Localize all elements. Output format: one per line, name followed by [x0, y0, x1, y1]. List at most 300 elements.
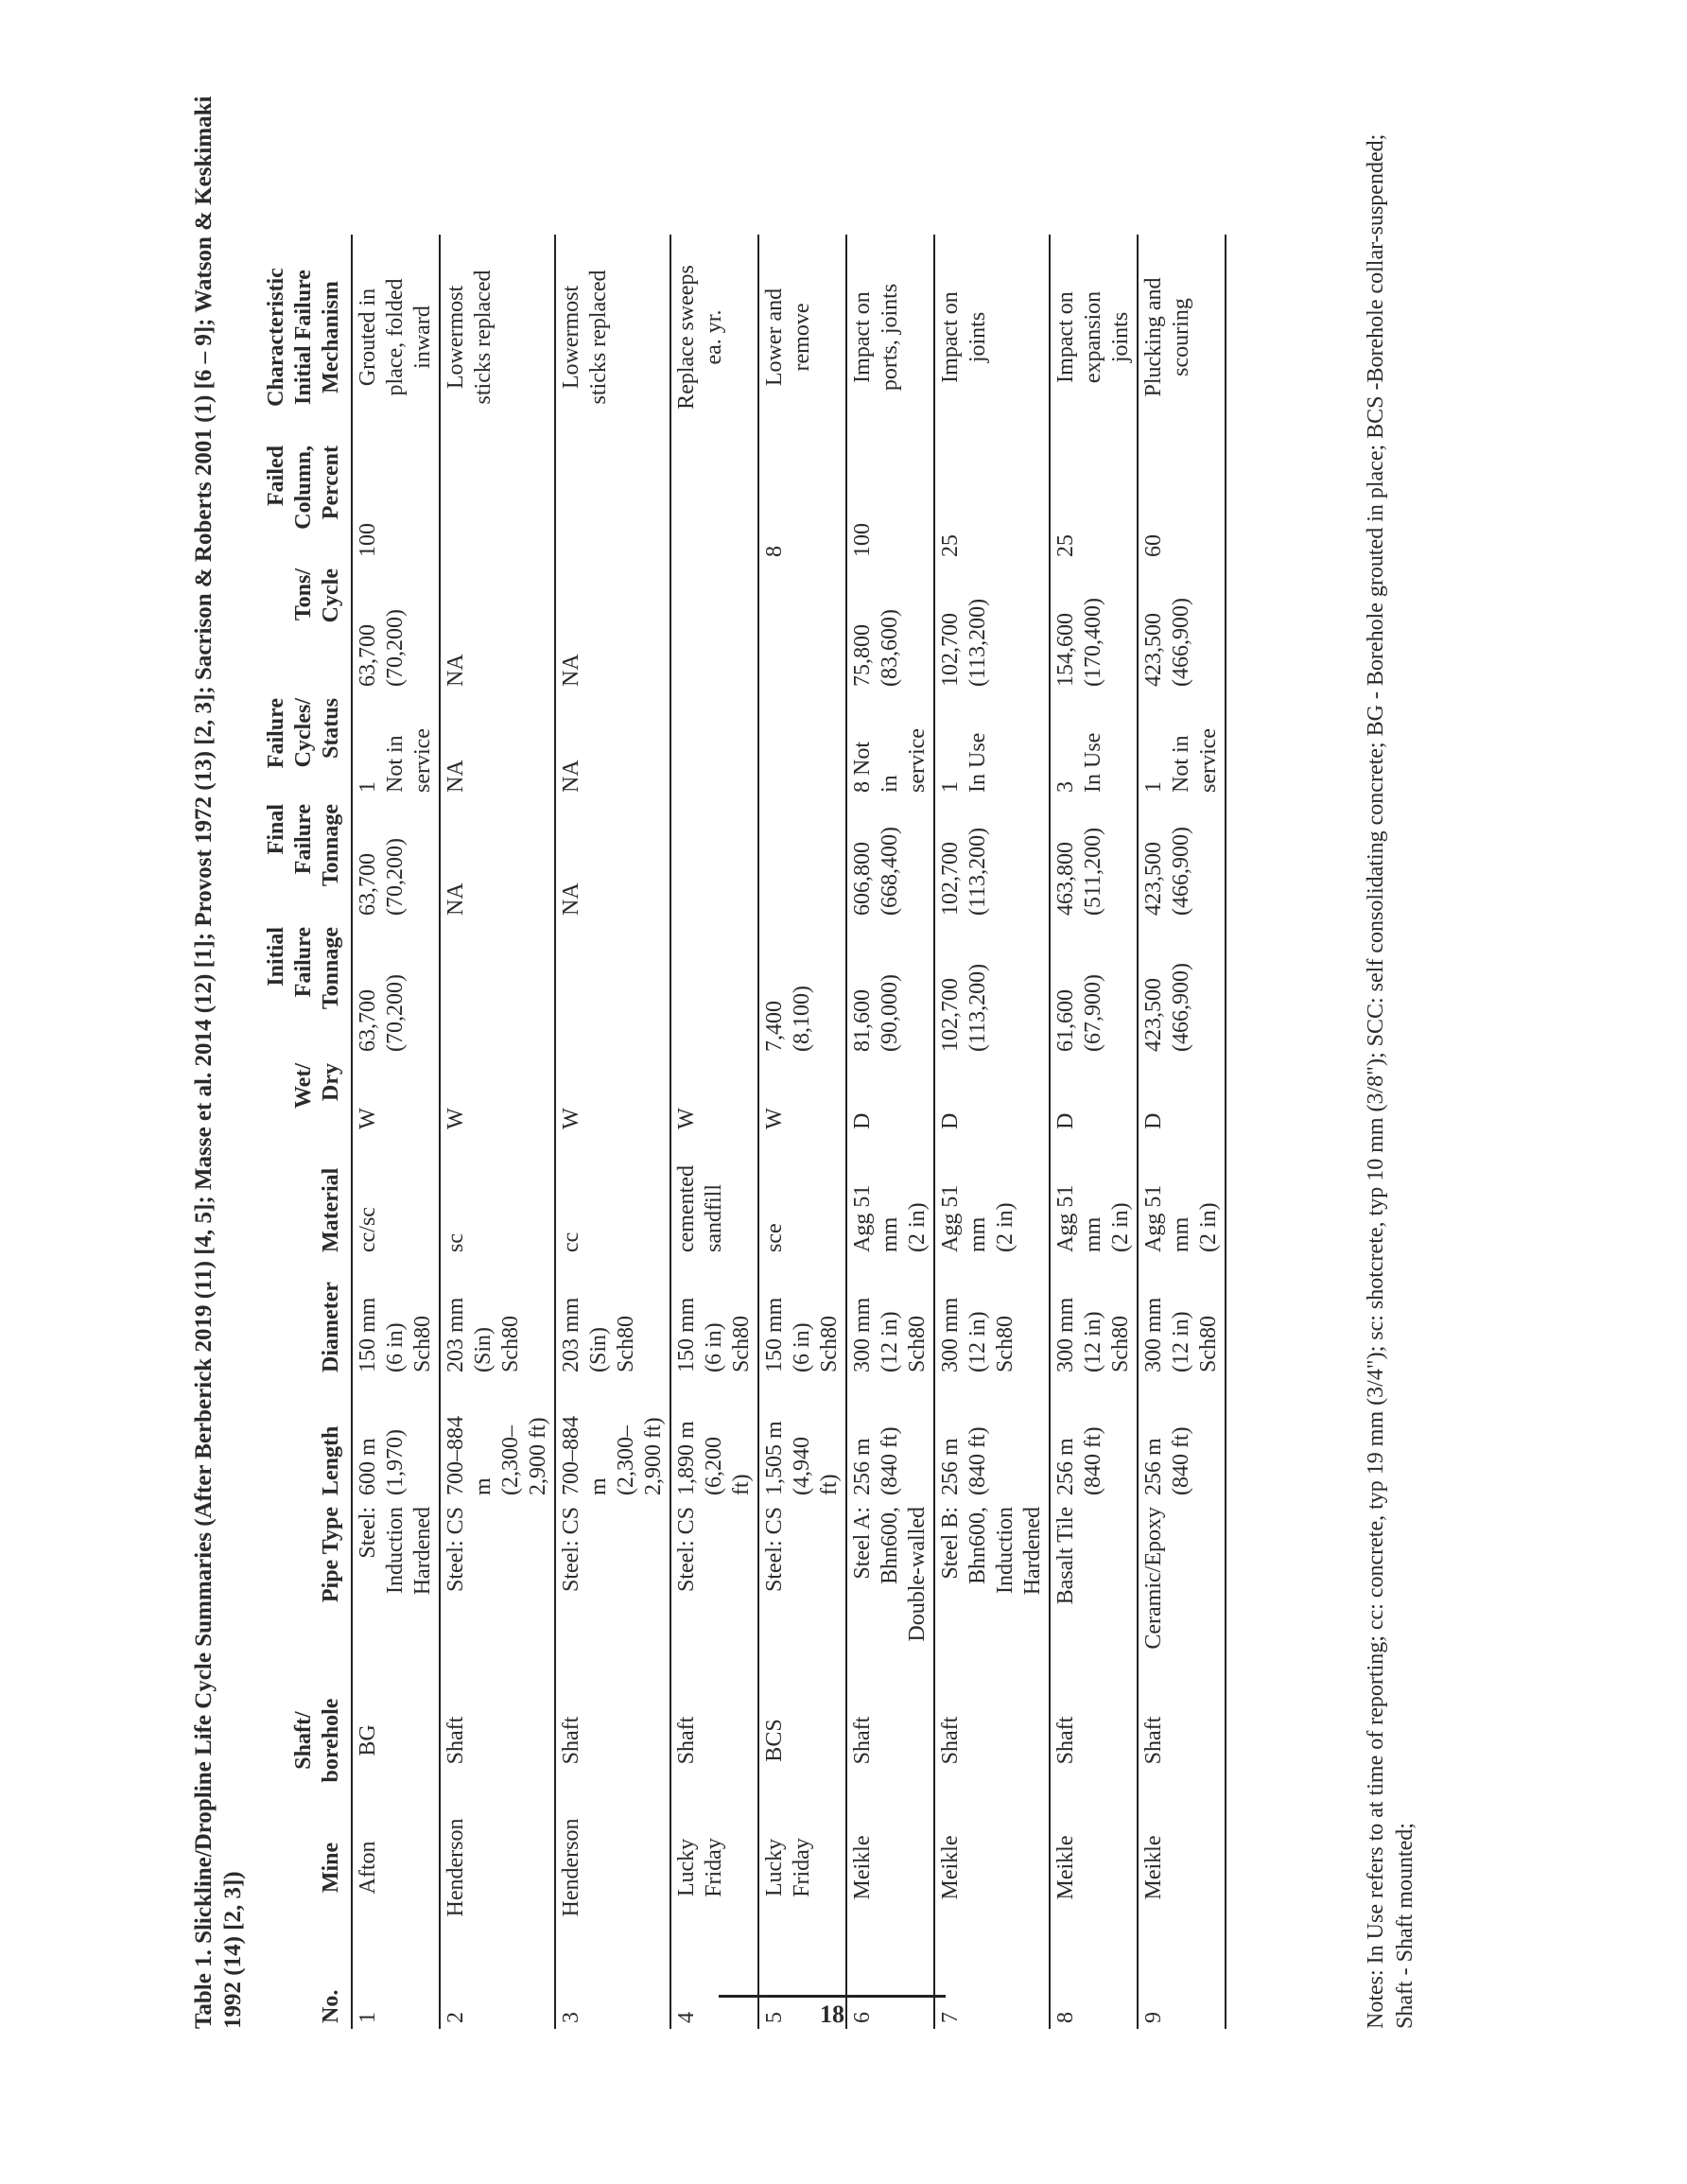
column-header — [261, 1135, 352, 1258]
cell-text: 8 — [1053, 2012, 1078, 2023]
cell-text: Friday — [702, 1838, 726, 1897]
table-header-row — [261, 235, 352, 2029]
column-header — [261, 1501, 352, 1678]
cell-text: (8,100) — [790, 986, 814, 1052]
cell-text: 8 Not — [850, 742, 875, 793]
table-cell-length — [670, 1378, 758, 1501]
column-header-text: Tonnage — [319, 927, 343, 1010]
cell-text: mm — [1169, 1216, 1193, 1252]
cell-text: 423,500 — [1141, 842, 1166, 916]
cell-text: 63,700 — [356, 989, 380, 1052]
table-cell-mechanism — [1050, 235, 1138, 440]
cell-text: (668,400) — [878, 827, 902, 916]
column-header-text: Failure — [291, 804, 316, 875]
table-cell-shaft — [758, 1678, 846, 1803]
cell-text: Double-walled — [905, 1507, 930, 1642]
column-header — [261, 1803, 352, 1932]
cell-text: Shaft — [1141, 1716, 1166, 1765]
table-cell-initial — [1138, 921, 1226, 1057]
table-cell-tons — [352, 563, 440, 692]
column-header-text: Column, — [291, 446, 316, 530]
cell-text: Lowermost — [559, 285, 583, 390]
cell-text: Impact on — [938, 291, 963, 383]
table-row — [1138, 235, 1226, 2029]
cell-text: BCS — [762, 1719, 787, 1762]
column-header — [261, 235, 352, 440]
cell-text: m — [471, 1477, 496, 1495]
cell-text: (2 in) — [993, 1202, 1017, 1252]
cell-text: Shaft — [850, 1716, 875, 1765]
cell-text: 63,700 — [356, 853, 380, 916]
cell-text: Sch80 — [1108, 1316, 1133, 1372]
cell-text: In Use — [1081, 732, 1105, 793]
cell-text: 2 — [443, 2012, 468, 2023]
cell-text: 256 m — [1053, 1438, 1078, 1495]
column-header-text: Mechanism — [319, 281, 343, 393]
cell-text: (70,200) — [383, 609, 408, 687]
cell-text: Bhn600, — [965, 1507, 990, 1585]
table-cell-cycles — [440, 692, 555, 798]
column-header-text: Tonnage — [319, 804, 343, 887]
cell-text: 150 mm — [356, 1297, 380, 1372]
table-cell-failed — [352, 440, 440, 563]
table-cell-cycles — [758, 692, 846, 798]
cell-text: 9 — [1141, 2012, 1166, 2023]
cell-text: Plucking and — [1141, 277, 1166, 397]
column-header-text: Cycles/ — [291, 698, 316, 768]
table-cell-no — [555, 1932, 670, 2029]
cell-text: Lowermost — [443, 285, 468, 390]
table-cell-material — [352, 1135, 440, 1258]
cell-text: 300 mm — [1053, 1297, 1078, 1372]
cell-text: cemented — [674, 1165, 699, 1252]
cell-text: scouring — [1169, 298, 1193, 376]
cell-text: 203 mm — [443, 1297, 468, 1372]
cell-text: Induction — [993, 1507, 1017, 1594]
table-cell-initial — [846, 921, 934, 1057]
table-cell-initial — [758, 921, 846, 1057]
cell-text: NA — [559, 760, 583, 793]
table-cell-initial — [352, 921, 440, 1057]
cell-text: ea. yr. — [702, 309, 726, 365]
table-row — [934, 235, 1050, 2029]
cell-text: Sch80 — [817, 1316, 842, 1372]
cell-text: Shaft — [559, 1716, 583, 1765]
cell-text: 600 m — [356, 1438, 380, 1495]
cell-text: (Sin) — [586, 1327, 611, 1372]
table-cell-shaft — [352, 1678, 440, 1803]
column-header-text: Failure — [264, 698, 288, 769]
cell-text: cc — [559, 1232, 583, 1252]
cell-text: m — [586, 1477, 611, 1495]
table-cell-final — [1138, 798, 1226, 921]
table-cell-material — [440, 1135, 555, 1258]
cell-text: (70,200) — [383, 974, 408, 1052]
cell-text: 463,800 — [1053, 842, 1078, 916]
column-header-text: Dry — [319, 1063, 343, 1101]
table-cell-length — [555, 1378, 670, 1501]
table-cell-wet — [934, 1057, 1050, 1135]
column-header — [261, 1057, 352, 1135]
table-cell-material — [846, 1135, 934, 1258]
cell-text: NA — [443, 882, 468, 916]
table-cell-failed — [1050, 440, 1138, 563]
cell-text: 1 — [356, 781, 380, 793]
cell-text: 3 — [1053, 781, 1078, 793]
table-cell-no — [846, 1932, 934, 2029]
table-cell-final — [555, 798, 670, 921]
cell-text: D — [1053, 1112, 1078, 1129]
cell-text: (12 in) — [878, 1311, 902, 1372]
column-header-text: Status — [319, 698, 343, 760]
table-cell-mechanism — [555, 235, 670, 440]
cell-text: ft) — [729, 1474, 754, 1495]
table-cell-shaft — [440, 1678, 555, 1803]
cell-text: D — [938, 1112, 963, 1129]
cell-text: 203 mm — [559, 1297, 583, 1372]
column-header — [261, 1258, 352, 1378]
column-header — [261, 921, 352, 1057]
cell-text: 1 — [1141, 781, 1166, 793]
table-cell-no — [1138, 1932, 1226, 2029]
table-cell-shaft — [934, 1678, 1050, 1803]
cell-text: 100 — [356, 523, 380, 557]
table-row — [846, 235, 934, 2029]
cell-text: 256 m — [850, 1438, 875, 1495]
table-cell-failed — [846, 440, 934, 563]
table-cell-pipe — [555, 1501, 670, 1678]
table-cell-diameter — [1138, 1258, 1226, 1378]
rotated-table-block — [189, 52, 1513, 2029]
table-cell-pipe — [440, 1501, 555, 1678]
table-cell-length — [1138, 1378, 1226, 1501]
cell-text: 25 — [1053, 534, 1078, 557]
table-cell-diameter — [440, 1258, 555, 1378]
cell-text: W — [356, 1108, 380, 1129]
cell-text: (2 in) — [905, 1202, 930, 1252]
column-header-text: Wet/ — [291, 1063, 316, 1109]
table-body — [352, 235, 1226, 2029]
table-cell-diameter — [758, 1258, 846, 1378]
cell-text: (6,200 — [702, 1437, 726, 1495]
table-cell-wet — [1050, 1057, 1138, 1135]
table-cell-failed — [934, 440, 1050, 563]
cell-text: NA — [559, 654, 583, 687]
table-cell-failed — [440, 440, 555, 563]
cell-text: place, folded — [383, 278, 408, 396]
cell-text: service — [905, 728, 930, 793]
cell-text: (90,000) — [878, 974, 902, 1052]
table-cell-wet — [670, 1057, 758, 1135]
column-header-text: Pipe Type — [319, 1507, 343, 1603]
cell-text: 25 — [938, 534, 963, 557]
table-cell-cycles — [555, 692, 670, 798]
cell-text: Meikle — [1053, 1835, 1078, 1900]
cell-text: W — [559, 1108, 583, 1129]
table-cell-tons — [846, 563, 934, 692]
cell-text: (12 in) — [1169, 1311, 1193, 1372]
cell-text: (Sin) — [471, 1327, 496, 1372]
cell-text: Steel: CS — [443, 1507, 468, 1593]
cell-text: 7 — [938, 2012, 963, 2023]
table-cell-diameter — [670, 1258, 758, 1378]
table-cell-pipe — [1138, 1501, 1226, 1678]
table-cell-tons — [670, 563, 758, 692]
cell-text: (840 ft) — [965, 1426, 990, 1495]
table-cell-material — [934, 1135, 1050, 1258]
life-cycle-table — [261, 235, 1226, 2029]
column-header-text: Cycle — [319, 568, 343, 623]
cell-text: 700–884 — [559, 1416, 583, 1495]
table-row — [670, 235, 758, 2029]
table-cell-shaft — [555, 1678, 670, 1803]
cell-text: (12 in) — [965, 1311, 990, 1372]
cell-text: Not in — [383, 735, 408, 793]
table-cell-no — [758, 1932, 846, 2029]
cell-text: Meikle — [1141, 1835, 1166, 1900]
cell-text: NA — [443, 654, 468, 687]
cell-text: (2,300– — [614, 1425, 638, 1495]
table-cell-tons — [1138, 563, 1226, 692]
table-cell-mine — [440, 1803, 555, 1932]
cell-text: In Use — [965, 732, 990, 793]
table-cell-cycles — [934, 692, 1050, 798]
cell-text: Henderson — [443, 1818, 468, 1917]
cell-text: Agg 51 — [850, 1184, 875, 1252]
cell-text: mm — [878, 1216, 902, 1252]
page-number: 18 — [820, 2001, 844, 2028]
table-cell-mechanism — [1138, 235, 1226, 440]
table-cell-tons — [440, 563, 555, 692]
table-cell-tons — [934, 563, 1050, 692]
cell-text: (113,200) — [965, 827, 990, 916]
cell-text: Shaft — [443, 1716, 468, 1765]
cell-text: 102,700 — [938, 613, 963, 687]
table-cell-diameter — [846, 1258, 934, 1378]
table-cell-pipe — [670, 1501, 758, 1678]
table-cell-final — [758, 798, 846, 921]
table-cell-diameter — [934, 1258, 1050, 1378]
column-header-text: Mine — [319, 1842, 343, 1894]
cell-text: (840 ft) — [1169, 1426, 1193, 1495]
table-row — [758, 235, 846, 2029]
cell-text: 4 — [674, 2012, 699, 2023]
cell-text: 1 — [356, 2012, 380, 2023]
table-caption: Table 1. Slickline/Dropline Life Cycle Summaries (After Berberick 2019 (11) [4, 5]; Masse et al. 2014 (12) [1]; Provost 1972 (13) [2, 3]; Sacrison & Roberts 2001 (1) [6 – 9]; Watson & Keskimaki 1992 (14) [2, 3]) — [191, 96, 246, 2029]
cell-text: Afton — [356, 1841, 380, 1895]
cell-text: D — [850, 1112, 875, 1129]
cell-text: 61,600 — [1053, 989, 1078, 1052]
table-cell-final — [1050, 798, 1138, 921]
cell-text: Meikle — [938, 1835, 963, 1900]
cell-text: Sch80 — [614, 1316, 638, 1372]
table-cell-cycles — [670, 692, 758, 798]
table-cell-wet — [758, 1057, 846, 1135]
cell-text: expansion — [1081, 290, 1105, 384]
cell-text: service — [1196, 728, 1221, 793]
cell-text: (12 in) — [1081, 1311, 1105, 1372]
column-header — [261, 440, 352, 563]
table-row — [352, 235, 440, 2029]
table-cell-mechanism — [352, 235, 440, 440]
cell-text: 150 mm — [762, 1297, 787, 1372]
cell-text: Grouted in — [356, 288, 380, 387]
cell-text: Basalt Tile — [1053, 1507, 1078, 1605]
column-header-text: borehole — [319, 1698, 343, 1783]
table-cell-mine — [846, 1803, 934, 1932]
table-cell-no — [352, 1932, 440, 2029]
cell-text: Sch80 — [993, 1316, 1017, 1372]
table-cell-cycles — [1050, 692, 1138, 798]
table-row — [440, 235, 555, 2029]
column-header — [261, 563, 352, 692]
cell-text: (113,200) — [965, 598, 990, 687]
cell-text: Impact on — [850, 291, 875, 383]
cell-text: 102,700 — [938, 842, 963, 916]
column-header-text: Initial Failure — [291, 270, 316, 405]
table-cell-pipe — [846, 1501, 934, 1678]
table-cell-mine — [1138, 1803, 1226, 1932]
table-cell-initial — [1050, 921, 1138, 1057]
table-cell-length — [934, 1378, 1050, 1501]
cell-text: 2,900 ft) — [526, 1417, 550, 1495]
column-header-text: Final — [264, 804, 288, 855]
cell-text: Lucky — [674, 1838, 699, 1897]
cell-text: 60 — [1141, 534, 1166, 557]
cell-text: Agg 51 — [1141, 1184, 1166, 1252]
table-cell-no — [440, 1932, 555, 2029]
cell-text: Ceramic/Epoxy — [1141, 1507, 1166, 1650]
cell-text: Steel: CS — [762, 1507, 787, 1593]
table-cell-length — [846, 1378, 934, 1501]
cell-text: (2,300– — [498, 1425, 523, 1495]
column-header-text: Failure — [291, 927, 316, 998]
column-header-text: Tons/ — [291, 568, 316, 621]
cell-text: (1,970) — [383, 1429, 408, 1495]
table-cell-mine — [670, 1803, 758, 1932]
cell-text: joints — [965, 311, 990, 363]
cell-text: (170,400) — [1081, 598, 1105, 687]
cell-text: Agg 51 — [1053, 1184, 1078, 1252]
cell-text: 2,900 ft) — [641, 1417, 666, 1495]
table-cell-wet — [352, 1057, 440, 1135]
table-cell-cycles — [1138, 692, 1226, 798]
cell-text: (2 in) — [1108, 1202, 1133, 1252]
table-cell-initial — [555, 921, 670, 1057]
table-cell-material — [555, 1135, 670, 1258]
table-cell-mine — [555, 1803, 670, 1932]
table-notes: Notes: In Use refers to at time of reporting; cc: concrete, typ 19 mm (3/4"); sc: shotcrete, typ 10 mm (3/8"); SCC: self consolidating concrete; BG - Borehole grouted in place; BCS -Borehole collar-suspended; Shaft - Shaft mounted; — [1364, 133, 1417, 2029]
cell-text: Steel: — [356, 1507, 380, 1559]
column-header — [261, 692, 352, 798]
table-cell-shaft — [1050, 1678, 1138, 1803]
cell-text: 8 — [762, 546, 787, 557]
cell-text: 75,800 — [850, 624, 875, 687]
cell-text: sce — [762, 1223, 787, 1252]
table-cell-tons — [1050, 563, 1138, 692]
table-cell-material — [758, 1135, 846, 1258]
table-cell-length — [440, 1378, 555, 1501]
table-cell-wet — [846, 1057, 934, 1135]
cell-text: Steel A: — [850, 1507, 875, 1580]
table-cell-pipe — [1050, 1501, 1138, 1678]
cell-text: Not in — [1169, 735, 1193, 793]
column-header — [261, 1678, 352, 1803]
cell-text: (6 in) — [383, 1322, 408, 1372]
cell-text: Henderson — [559, 1818, 583, 1917]
table-cell-mine — [352, 1803, 440, 1932]
cell-text: 1,890 m — [674, 1421, 699, 1495]
cell-text: 150 mm — [674, 1297, 699, 1372]
column-header-text: Diameter — [319, 1282, 343, 1372]
cell-text: Steel: CS — [674, 1507, 699, 1593]
cell-text: Sch80 — [410, 1316, 435, 1372]
cell-text: 423,500 — [1141, 978, 1166, 1052]
table-cell-final — [352, 798, 440, 921]
cell-text: (466,900) — [1169, 827, 1193, 916]
cell-text: mm — [965, 1216, 990, 1252]
cell-text: 81,600 — [850, 989, 875, 1052]
cell-text: Shaft — [938, 1716, 963, 1765]
table-cell-no — [670, 1932, 758, 2029]
cell-text: W — [674, 1108, 699, 1129]
cell-text: 63,700 — [356, 624, 380, 687]
cell-text: (466,900) — [1169, 963, 1193, 1052]
cell-text: Steel B: — [938, 1507, 963, 1580]
column-header-text: Characteristic — [264, 268, 288, 407]
cell-text: (113,200) — [965, 963, 990, 1052]
table-cell-pipe — [352, 1501, 440, 1678]
table-cell-mechanism — [440, 235, 555, 440]
cell-text: (67,900) — [1081, 974, 1105, 1052]
cell-text: Lower and — [762, 288, 787, 387]
table-cell-no — [934, 1932, 1050, 2029]
cell-text: service — [410, 728, 435, 793]
cell-text: ft) — [817, 1474, 842, 1495]
table-cell-mechanism — [846, 235, 934, 440]
cell-text: BG — [356, 1724, 380, 1756]
cell-text: Shaft — [674, 1716, 699, 1765]
cell-text: W — [762, 1108, 787, 1129]
column-header-text: No. — [319, 1989, 343, 2023]
table-cell-shaft — [846, 1678, 934, 1803]
cell-text: Sch80 — [1196, 1316, 1221, 1372]
cell-text: sticks replaced — [471, 270, 496, 405]
table-cell-tons — [555, 563, 670, 692]
table-cell-final — [934, 798, 1050, 921]
cell-text: 6 — [850, 2012, 875, 2023]
cell-text: D — [1141, 1112, 1166, 1129]
cell-text: W — [443, 1108, 468, 1129]
table-cell-cycles — [352, 692, 440, 798]
table-cell-shaft — [1138, 1678, 1226, 1803]
table-row — [1050, 235, 1138, 2029]
table-cell-failed — [1138, 440, 1226, 563]
table-cell-pipe — [934, 1501, 1050, 1678]
cell-text: NA — [443, 760, 468, 793]
table-cell-length — [758, 1378, 846, 1501]
table-cell-failed — [758, 440, 846, 563]
cell-text: sticks replaced — [586, 270, 611, 405]
cell-text: (466,900) — [1169, 598, 1193, 687]
column-header — [261, 1378, 352, 1501]
table-cell-diameter — [555, 1258, 670, 1378]
table-cell-mine — [758, 1803, 846, 1932]
cell-text: 102,700 — [938, 978, 963, 1052]
table-cell-final — [846, 798, 934, 921]
column-header-text: Length — [319, 1425, 343, 1495]
cell-text: in — [878, 775, 902, 793]
